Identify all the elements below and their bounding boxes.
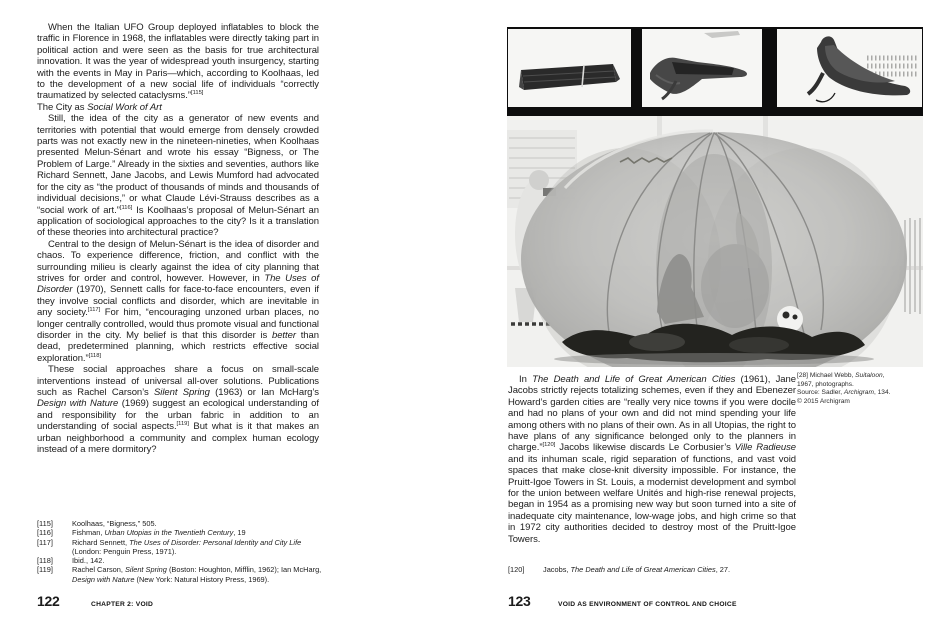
running-footer: VOID AS ENVIRONMENT OF CONTROL AND CHOICE [558,601,737,608]
running-footer: CHAPTER 2: VOID [91,601,154,608]
footnote-number: [118] [37,556,53,566]
footnote-text: Fishman, Urban Utopias in the Twentieth Century, 19 [72,528,246,538]
footnote [37,538,332,557]
footnote-text: Jacobs, The Death and Life of Great American Cities, 27. [543,565,731,574]
caption-line: [28] Michael Webb, Suitaloon, [797,372,885,379]
footnote-number: [119] [37,565,53,575]
paragraph: These social approaches share a focus on small-scale interventions instead of universal all-over solutions. Publications such as Rachel Carson’s Silent Spring (1963) or Ian McHarg’s Design with Nature (1969) suggest an ecological understanding of and responsibility for the urban fabric in addition to an understanding of social aspects.[119] But what is it that makes an urban neighborhood a community and complex human ecology instead of a mere dormitory? [37,364,320,456]
footnote [37,528,332,537]
suitaloon-photo-strip-art [507,27,923,116]
suitaloon-inflated-bubble-art [507,116,923,367]
right-text-column [508,374,796,545]
page-footer [508,593,737,609]
paragraph: Still, the idea of the city as a generator of new events and territories with potential that would emerge from densely crowded parts was not exactly new in the nineteen-nineties, when Koolhaas presented Melun-Sénart and wrote his essay “Bigness, or The Problem of Large.” Already in the sixties and seventies, authors like Richard Sennett, Jane Jacobs, and Lewis Mumford had advocated for the city as “the product of thousands of minds and thousands of individual decisions,” or what Claude Lévi-Strauss describes as a “social work of art.”[116] Is Koolhaas’s proposal of Melun-Sénart an application of sociological approaches to the city? Is it a translation of these theories into architectural practice? [37,113,319,239]
caption-line: 1967, photographs. [797,380,854,388]
footnotes-block [37,519,332,584]
paragraph: In The Death and Life of Great American Cities (1961), Jane Jacobs strictly rejects totalizing schemes, even if they and Ebenezer Howard’s garden cities are “really very nice towns if you were docile and had no plans of your own and did not mind spending your life among others with no plans of their own. As in all Utopias, the right to have plans of any significance belonged only to the planners in charge.”[120] Jacobs likewise discards Le Corbusier’s Ville Radieuse and its inhuman scale, rigid separation of functions, and vast void spaces that make close-knit diversity impossible. For instance, the Pruitt-Igoe Towers in St. Louis, a modernist development and symbol for the union between welfare Unités and high-rise renewal projects, began in 1954 as a promising new way but soon turned into a site of inadequate city maintenance, low-wage jobs, and high crime so that in 1972 city authorities decided to destroy most of the Pruitt-Igoe Towers. [508,374,797,545]
caption-line: Source: Sadler, Archigram, 134. [797,389,891,397]
suitaloon-inflated-bubble-photo [507,116,923,367]
caption-line: © 2015 Archigram [797,398,850,406]
footnote-text: Richard Sennett, The Uses of Disorder: Personal Identity and City Life (London: Penguin Press, 1971). [72,537,302,556]
paragraph: When the Italian UFO Group deployed inflatables to block the traffic in Florence in 1968, the inflatables were directly taking part in political action and were seen as the basis for true architectural innovation. It was the year of widespread youth insurgency, starting with the events in May in Paris—which, according to Koolhaas, led to the development of a new social life of individuals “correctly traumatized by selected cataclysms.”[115] [37,22,319,102]
suitaloon-rolled-bundle-photo [508,29,631,107]
page-footer [37,593,153,609]
suitaloon-photo-strip [507,27,923,116]
footnotes-block [508,565,803,574]
footnote-text: Koolhaas, “Bigness,” 505. [72,519,157,528]
footnote-number: [115] [37,519,53,528]
footnote-text: Rachel Carson, Silent Spring (Boston: Houghton, Mifflin, 1962); Ian McHarg, Design with Nature (New York: Natural History Press, 1969). [72,565,322,584]
figure-28 [507,27,923,367]
footnote-number: [120] [508,565,525,574]
footnote [37,519,332,528]
page-number: 122 [37,593,60,609]
footnote-number: [117] [37,537,53,547]
suitaloon-worn-trailing-photo [777,29,922,107]
paragraph: Central to the design of Melun-Sénart is the idea of disorder and chaos. To experience difference, friction, and conflict with the surrounding milieu is clearly against the idea of city planning that strives for order and control, however. However, in The Uses of Disorder (1970), Sennett calls for face-to-face encounters, even if they involve social conflicts and disorder, which are inevitable in any society.[117] For him, “encouraging unzoned urban places, no longer centrally controlled, would thus promote visual and functional disorder in the city. My belief is that this disorder is better than dead, predetermined planning, which restricts effective social exploration.”[118] [37,238,319,364]
section-heading: The City as Social Work of Art [37,101,162,113]
figure-caption [797,372,917,407]
footnote [37,556,332,565]
footnote [37,565,332,584]
footnote [508,565,803,574]
footnote-number: [116] [37,528,53,538]
page-number: 123 [508,593,531,609]
left-text-column [37,22,319,455]
page-123 [468,0,936,638]
suitaloon-deflated-photo [642,29,762,107]
footnote-text: Ibid., 142. [72,556,105,566]
